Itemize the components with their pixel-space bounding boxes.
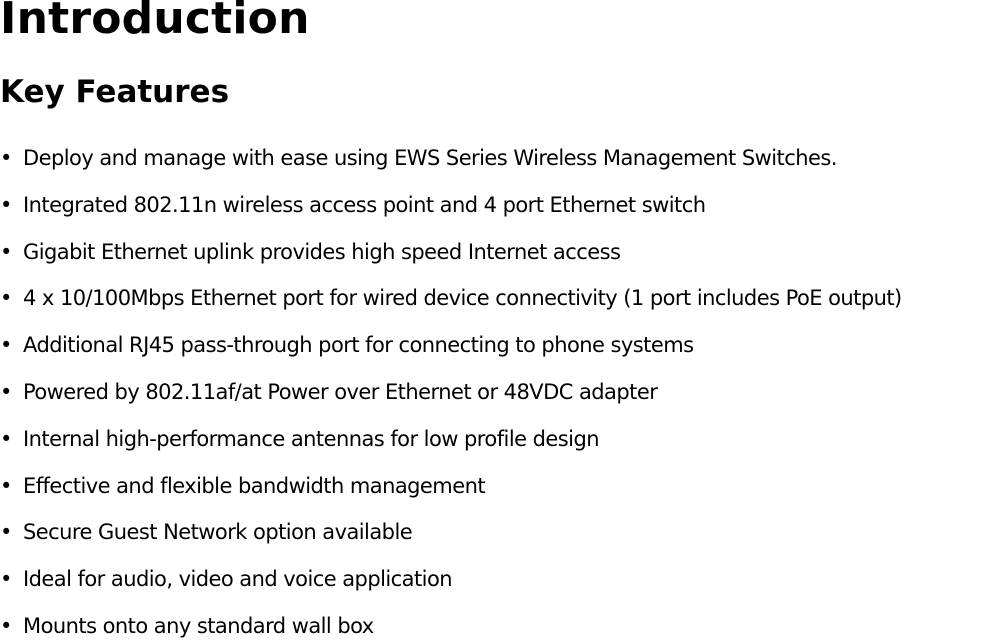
page-title: Introduction [0,0,310,44]
bullet-icon: • [0,239,12,264]
bullet-icon: • [0,520,12,545]
list-item [0,137,997,184]
list-item [0,418,997,465]
feature-text: Deploy and manage with ease using EWS Series Wireless Management Switches. [23,146,837,170]
feature-text: Integrated 802.11n wireless access point and 4 port Ethernet switch [23,192,706,217]
bullet-icon: • [0,192,12,217]
bullet-icon: • [0,473,12,498]
bullet-icon: • [0,567,12,592]
feature-text: Ideal for audio, video and voice application [23,567,453,592]
list-item [0,371,997,418]
bullet-icon: • [0,613,12,638]
feature-list [0,137,997,640]
feature-text: Gigabit Ethernet uplink provides high speed Internet access [23,239,621,264]
section-heading: Key Features [0,74,230,110]
feature-text: Additional RJ45 pass-through port for connecting to phone systems [23,333,694,358]
list-item [0,277,997,324]
bullet-icon: • [0,333,12,358]
list-item [0,231,997,278]
list-item [0,184,997,231]
bullet-icon: • [0,146,12,170]
list-item [0,558,997,605]
feature-text: Secure Guest Network option available [23,520,413,545]
feature-text: 4 x 10/100Mbps Ethernet port for wired device connectivity (1 port includes PoE output) [23,286,902,311]
bullet-icon: • [0,286,12,311]
list-item [0,324,997,371]
feature-text: Internal high-performance antennas for low profile design [23,426,599,451]
feature-text: Powered by 802.11af/at Power over Ethernet or 48VDC adapter [23,379,658,404]
list-item [0,465,997,512]
bullet-icon: • [0,379,12,404]
bullet-icon: • [0,426,12,451]
feature-text: Effective and flexible bandwidth management [23,473,486,498]
list-item [0,511,997,558]
feature-text: Mounts onto any standard wall box [23,613,374,638]
list-item [0,605,997,640]
